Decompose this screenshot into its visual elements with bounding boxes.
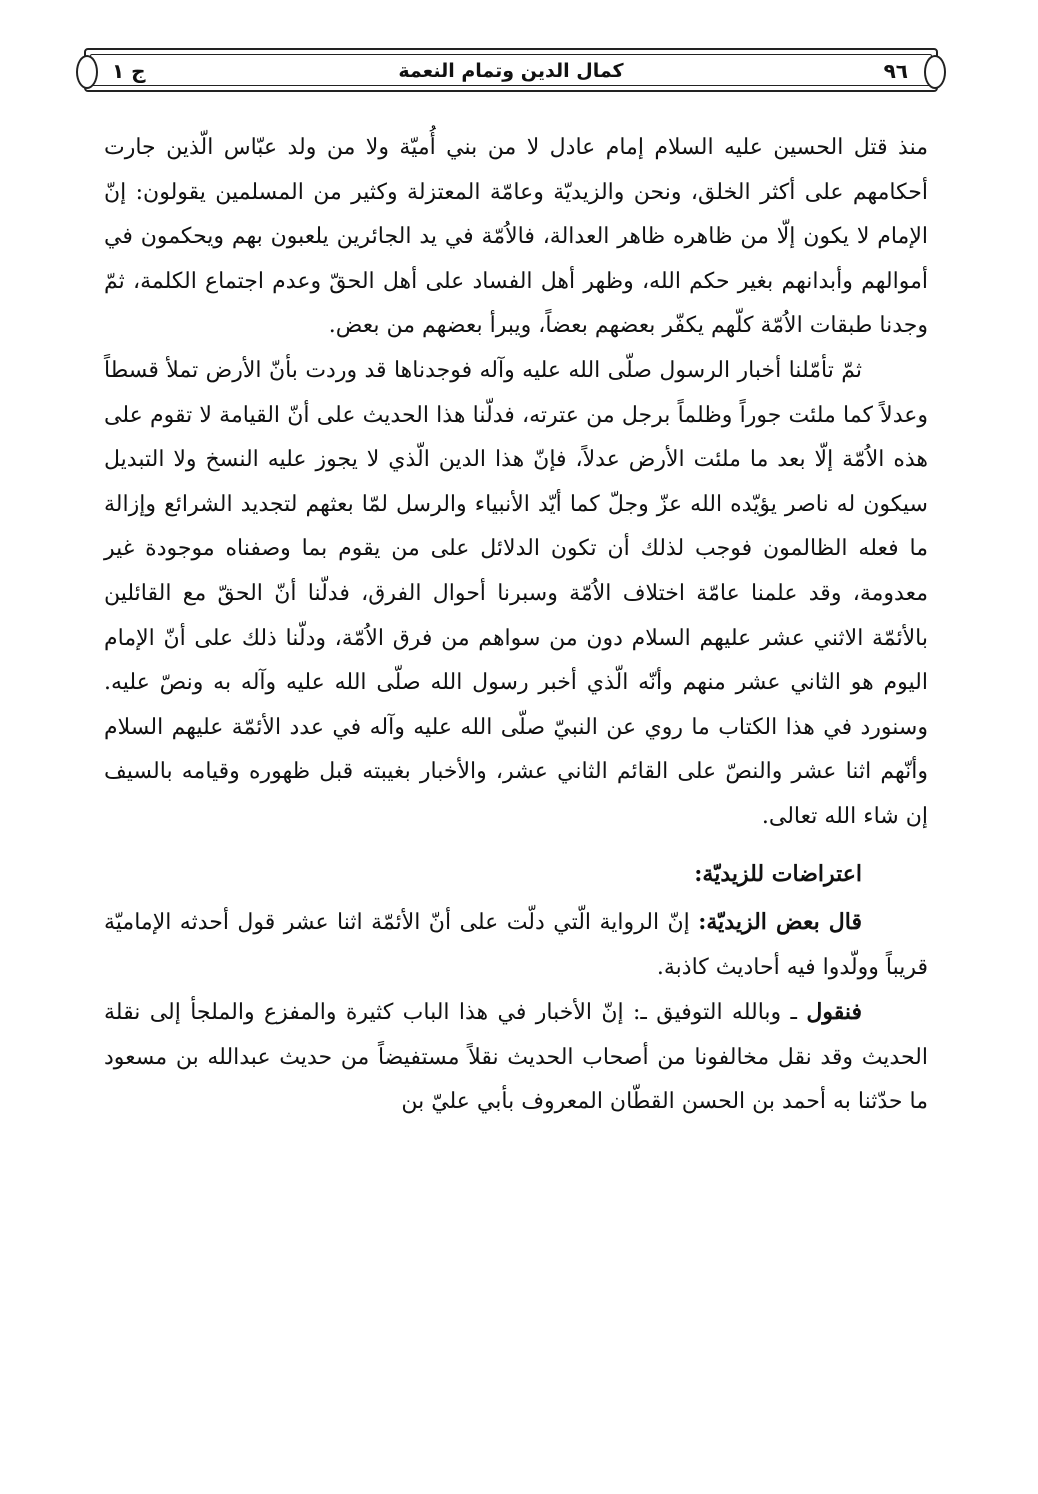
reply-lead: فنقول bbox=[806, 999, 862, 1026]
volume-label: ج ١ bbox=[112, 59, 146, 83]
objection-text: إنّ الرواية الّتي دلّت على أنّ الأئمّة اثنا عشر قول أحدثه الإماميّة قريباً وولّدوا فيه أحاديث كاذبة. bbox=[104, 910, 928, 980]
reply-paragraph bbox=[104, 990, 928, 1125]
page-number: ٩٦ bbox=[883, 59, 908, 83]
paragraph-2: ثمّ تأمّلنا أخبار الرسول صلّى الله عليه وآله فوجدناها قد وردت بأنّ الأرض تملأ قسطاً وعدلاً كما ملئت جوراً وظلماً برجل من عترته، فدلّنا هذا الحديث على أنّ القيامة لا تقوم على هذه الاُمّة إلّا بعد ما ملئت الأرض عدلاً، فإنّ هذا الدين الّذي لا يجوز عليه النسخ ولا التبديل سيكون له ناصر يؤيّده الله عزّ وجلّ كما أيّد الأنبياء والرسل لمّا بعثهم لتجديد الشرائع وإزالة ما فعله الظالمون فوجب لذلك أن تكون الدلائل على من يقوم بما وصفناه موجودة غير معدومة، وقد علمنا عامّة اختلاف الاُمّة وسبرنا أحوال الفرق، فدلّنا أنّ الحقّ مع القائلين بالأئمّة الاثني عشر عليهم السلام دون من سواهم من فرق الاُمّة، ودلّنا ذلك على أنّ الإمام اليوم هو الثاني عشر منهم وأنّه الّذي أخبر رسول الله صلّى الله عليه وآله به ونصّ عليه. وسنورد في هذا الكتاب ما روي عن النبيّ صلّى الله عليه وآله في عدد الأئمّة عليهم السلام وأنّهم اثنا عشر والنصّ على القائم الثاني عشر، والأخبار بغيبته قبل ظهوره وقيامه بالسيف إن شاء الله تعالى. bbox=[104, 357, 928, 829]
paragraph-1: منذ قتل الحسين عليه السلام إمام عادل لا من بني أُميّة ولا من ولد عبّاس الّذين جارت أحكامهم على أكثر الخلق، ونحن والزيديّة وعامّة المعتزلة وكثير من المسلمين يقولون: إنّ الإمام لا يكون إلّا من ظاهره ظاهر العدالة، فالاُمّة في يد الجائرين يلعبون بهم ويحكمون في أموالهم وأبدانهم بغير حكم الله، وظهر أهل الفساد على أهل الحقّ وعدم اجتماع الكلمة، ثمّ وجدنا طبقات الاُمّة كلّهم يكفّر بعضهم بعضاً، ويبرأ بعضهم من بعض. bbox=[104, 135, 928, 339]
objection-lead: قال بعض الزيديّة: bbox=[698, 909, 862, 936]
objection-paragraph bbox=[104, 900, 928, 990]
page-body bbox=[104, 126, 928, 1125]
book-title: كمال الدين وتمام النعمة bbox=[398, 60, 624, 82]
running-header bbox=[84, 48, 938, 92]
section-heading: اعتراضات للزيديّة: bbox=[694, 860, 862, 887]
reply-text: ـ وبالله التوفيق ـ: إنّ الأخبار في هذا الباب كثيرة والمفزع والملجأ إلى نقلة الحديث وقد نقل مخالفونا من أصحاب الحديث نقلاً مستفيضاً من حديث عبدالله بن مسعود ما حدّثنا به أحمد بن الحسن القطّان المعروف بأبي عليّ بن bbox=[104, 1000, 928, 1115]
